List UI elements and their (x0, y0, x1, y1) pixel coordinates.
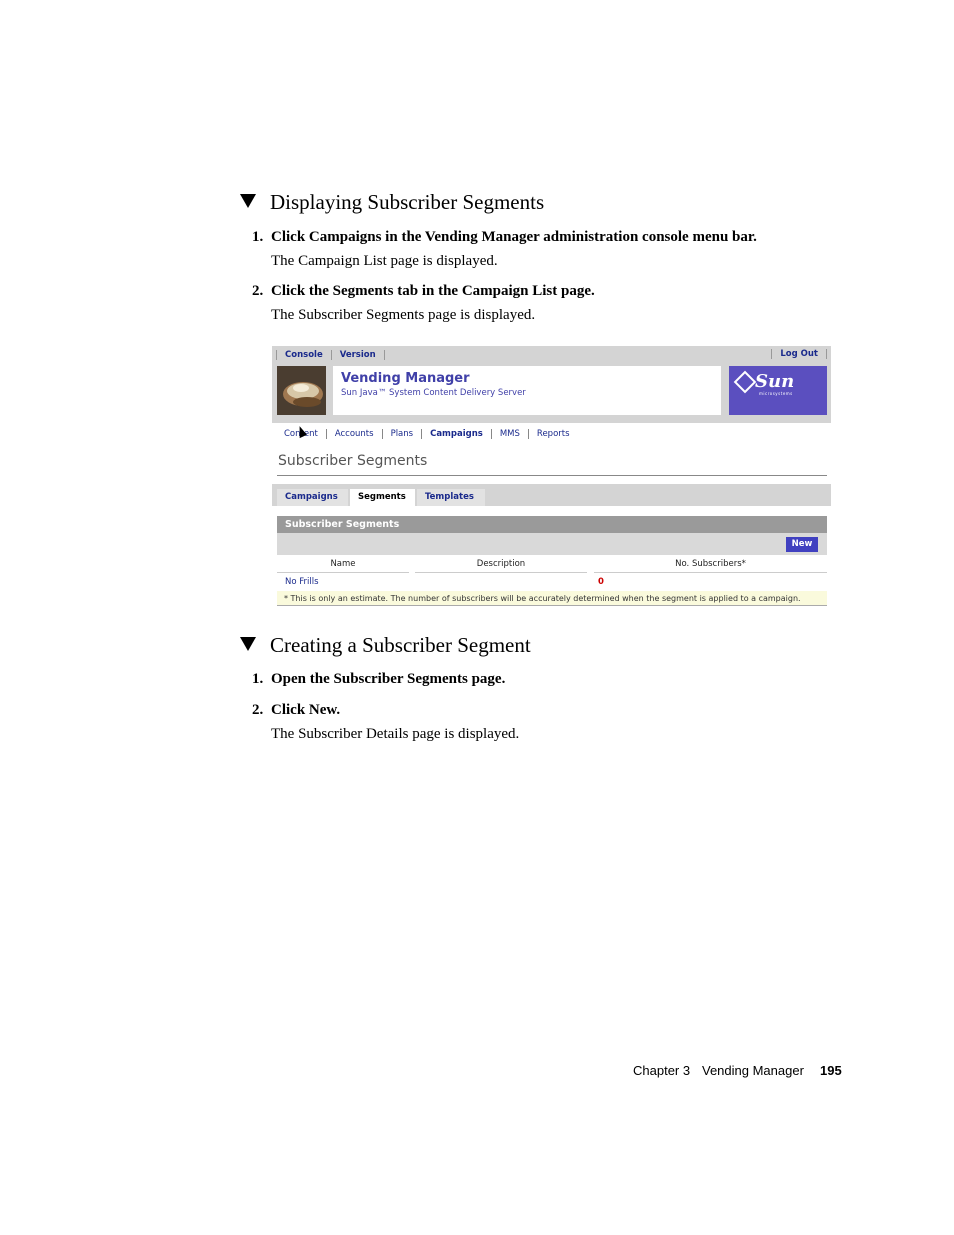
page-title: Subscriber Segments (278, 453, 428, 469)
masthead-links (276, 349, 385, 361)
step-item: 1. Click Campaigns in the Vending Manager administration console menu bar. (252, 229, 757, 245)
table-toolbar (277, 533, 827, 555)
nav-reports[interactable]: Reports (536, 429, 570, 439)
step-item: 2. Click the Segments tab in the Campaign List page. (252, 283, 595, 299)
nav-plans[interactable]: Plans (383, 429, 423, 439)
segment-subscriber-count: 0 (598, 577, 604, 587)
column-header-name[interactable]: Name (277, 559, 409, 573)
nav-mms[interactable]: MMS (492, 429, 529, 439)
footer-title: Vending Manager (702, 1063, 804, 1078)
table-title: Subscriber Segments (277, 516, 827, 533)
triangle-down-icon (240, 637, 256, 651)
masthead (272, 346, 831, 423)
divider (277, 475, 827, 476)
version-link[interactable]: Version (331, 350, 385, 360)
section-heading: Displaying Subscriber Segments (240, 189, 544, 215)
app-title: Vending Manager (341, 371, 470, 386)
tab-bar (272, 484, 831, 506)
tab-segments[interactable]: Segments (350, 489, 415, 506)
nav-content[interactable]: Content (284, 429, 327, 439)
console-link[interactable]: Console (276, 350, 331, 360)
page-number: 195 (820, 1063, 842, 1078)
logout-link[interactable]: Log Out (771, 349, 827, 359)
sun-diamond-icon (734, 371, 757, 394)
tab-templates[interactable]: Templates (417, 489, 485, 506)
product-photo (277, 366, 326, 415)
column-header-subscribers[interactable]: No. Subscribers* (594, 559, 827, 573)
app-subtitle: Sun Java™ System Content Delivery Server (341, 388, 526, 398)
step-item: 1. Open the Subscriber Segments page. (252, 671, 506, 687)
estimate-footnote: * This is only an estimate. The number of subscribers will be accurately determined when the segment is applied to a campaign. (277, 591, 827, 606)
footer-chapter: Chapter 3 (633, 1063, 691, 1078)
column-header-description[interactable]: Description (415, 559, 587, 573)
triangle-down-icon (240, 194, 256, 208)
step-result: The Subscriber Details page is displayed. (271, 726, 520, 742)
nav-accounts[interactable]: Accounts (327, 429, 383, 439)
step-result: The Campaign List page is displayed. (271, 253, 498, 269)
app-title-box (333, 366, 721, 415)
logout-area (771, 349, 827, 359)
sun-logo: Sun microsystems (729, 366, 827, 415)
new-button[interactable]: New (786, 537, 818, 552)
step-result: The Subscriber Segments page is displayed. (271, 307, 536, 323)
main-nav (284, 429, 578, 439)
step-item: 2. Click New. (252, 702, 341, 718)
segment-name-link[interactable]: No Frills (285, 577, 319, 587)
nav-campaigns[interactable]: Campaigns (422, 429, 492, 439)
tab-campaigns[interactable]: Campaigns (277, 489, 348, 506)
screenshot-figure (272, 346, 831, 609)
section-heading: Creating a Subscriber Segment (240, 632, 531, 658)
